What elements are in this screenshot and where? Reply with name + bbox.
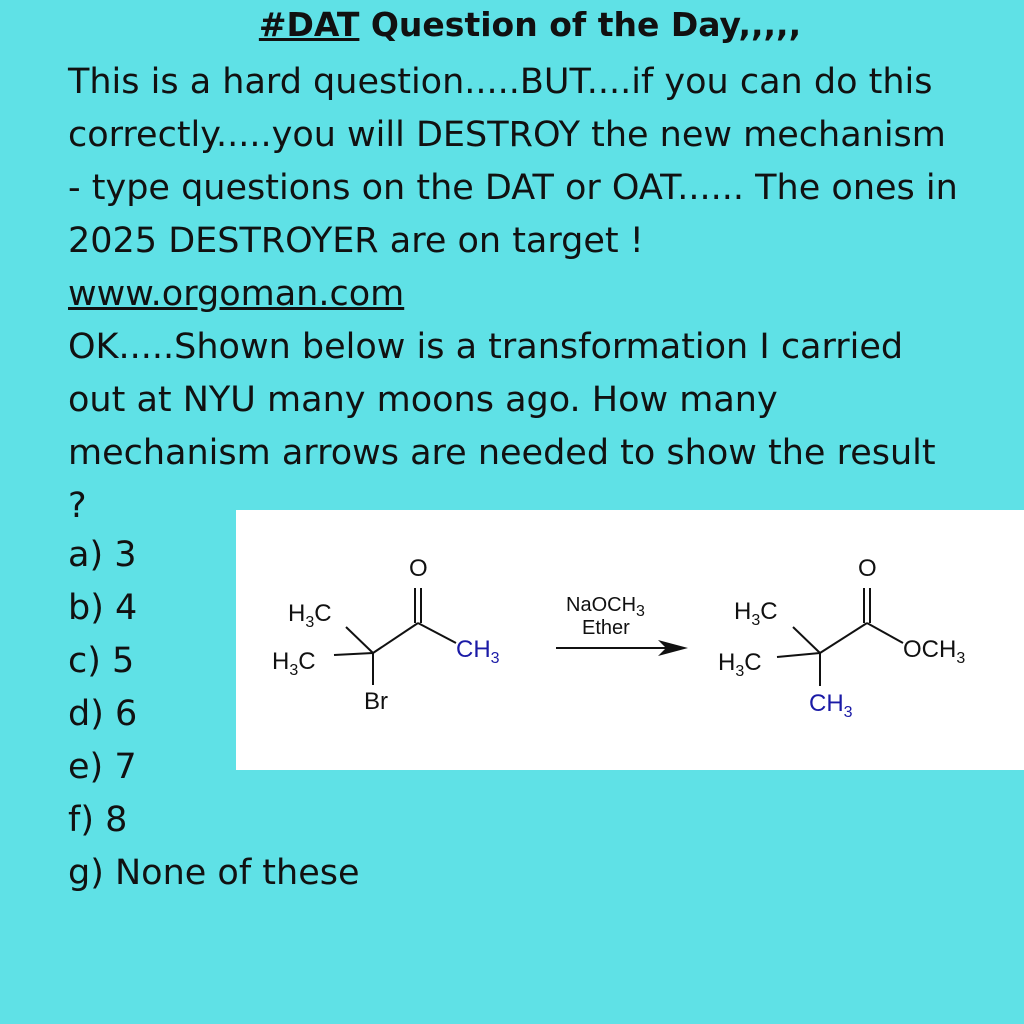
reaction-scheme-svg [236, 510, 1024, 770]
question-line: OK.....Shown below is a transformation I carried [68, 327, 904, 367]
option-a: a) 3 [68, 535, 137, 575]
product-methoxy: $OCH_3$ [903, 636, 966, 667]
reactant-methyl-ketone: $CH_3$ [456, 636, 500, 667]
option-f: f) 8 [68, 800, 128, 840]
hashtag-dat: #DAT [258, 5, 360, 44]
option-c: c) 5 [68, 641, 135, 681]
question-intro [68, 56, 993, 533]
option-b: b) 4 [68, 588, 138, 628]
intro-line: - type questions on the DAT or OAT...... The ones in [68, 168, 958, 208]
question-line: out at NYU many moons ago. How many [68, 380, 778, 420]
product-bonds [777, 588, 903, 686]
reaction-arrow [556, 640, 688, 656]
question-mark: ? [68, 486, 87, 526]
option-g: g) None of these [68, 853, 360, 893]
page-title [0, 4, 1024, 46]
reactant-carbonyl-oxygen: O [409, 555, 428, 582]
reactant-top-methyl: $H_3C$ [288, 600, 332, 631]
option-e: e) 7 [68, 747, 137, 787]
title-text: Question of the Day,,,,, [359, 5, 802, 44]
product-bottom-methyl: $H_3C$ [718, 649, 762, 680]
product-migrated-methyl: $CH_3$ [809, 690, 853, 721]
reagent-line-1: NaOCH$_3$ [566, 594, 645, 620]
reactant-bottom-methyl: $H_3C$ [272, 648, 316, 679]
question-line: mechanism arrows are needed to show the result [68, 433, 936, 473]
reactant-bromine: Br [364, 688, 388, 715]
intro-line: This is a hard question.....BUT....if you can do this [68, 62, 933, 102]
reactant-bonds [334, 588, 456, 685]
product-top-methyl: $H_3C$ [734, 598, 778, 629]
reaction-scheme [236, 510, 1024, 770]
reagent-line-2: Ether [582, 617, 630, 639]
product-carbonyl-oxygen: O [858, 555, 877, 582]
intro-line: 2025 DESTROYER are on target ! [68, 221, 644, 261]
website-link[interactable]: www.orgoman.com [68, 274, 405, 314]
option-d: d) 6 [68, 694, 138, 734]
intro-line: correctly.....you will DESTROY the new mechanism [68, 115, 946, 155]
